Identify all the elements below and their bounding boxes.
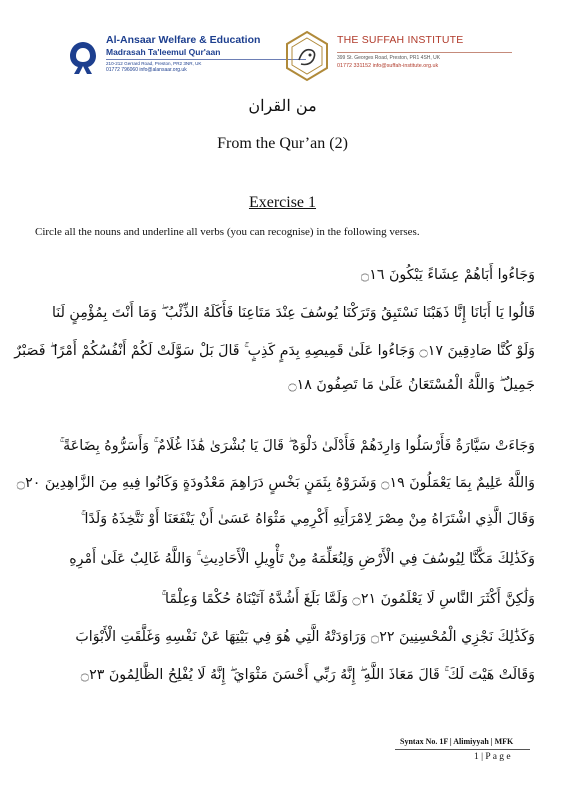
english-title: From the Qur’an (2) xyxy=(217,135,348,152)
exercise-instruction: Circle all the nouns and underline all verbs (you can recognise) in the following verses. xyxy=(35,226,420,238)
footer-divider xyxy=(395,749,530,750)
verse-line: وَلَٰكِنَّ أَكْثَرَ النَّاسِ لَا يَعْلَمُونَ ۝٢١ وَلَمَّا بَلَغَ أَشُدَّهُ آتَيْنَاهُ حُكْمًا وَعِلْمًا ۚ xyxy=(161,591,535,607)
verse-line: وَجَاءُوا أَبَاهُمْ عِشَاءً يَبْكُونَ ۝١٦ xyxy=(360,267,535,283)
verse-line: وَلَوْ كُنَّا صَادِقِينَ ۝١٧ وَجَاءُوا عَلَىٰ قَمِيصِهِ بِدَمٍ كَذِبٍ ۚ قَالَ بَلْ سَوَّلَتْ لَكُمْ أَنْفُسُكُمْ أَمْرًا ۖ فَصَبْرٌ xyxy=(14,343,535,359)
ansaar-madrasah: Madrasah Ta'leemul Qur'aan xyxy=(106,47,221,57)
ansaar-header xyxy=(66,34,266,82)
verse-line: وَقَالَتْ هَيْتَ لَكَ ۚ قَالَ مَعَاذَ اللَّهِ ۖ إِنَّهُ رَبِّي أَحْسَنَ مَثْوَايَ ۖ إِنَّهُ لَا يُفْلِحُ الظَّالِمُونَ ۝٢٣ xyxy=(80,667,535,683)
verse-line: قَالُوا يَا أَبَانَا إِنَّا ذَهَبْنَا نَسْتَبِقُ وَتَرَكْنَا يُوسُفَ عِنْدَ مَتَاعِنَا فَأَكَلَهُ الذِّئْبُ ۖ وَمَا أَنْتَ بِمُؤْمِنٍ لَنَا xyxy=(51,305,535,321)
arabic-title: من القران xyxy=(248,96,317,115)
footer-page-number: 1 | P a g e xyxy=(474,752,511,762)
verse-line: وَقَالَ الَّذِي اشْتَرَاهُ مِنْ مِصْرَ لِامْرَأَتِهِ أَكْرِمِي مَثْوَاهُ عَسَىٰ أَنْ يَنْفَعَنَا أَوْ نَتَّخِذَهُ وَلَدًا ۚ xyxy=(80,511,535,527)
verse-line: وَكَذَٰلِكَ نَجْزِي الْمُحْسِنِينَ ۝٢٢ وَرَاوَدَتْهُ الَّتِي هُوَ فِي بَيْتِهَا عَنْ نَفْسِهِ وَغَلَّقَتِ الْأَبْوَابَ xyxy=(75,629,535,645)
verse-line: جَمِيلٌ ۖ وَاللَّهُ الْمُسْتَعَانُ عَلَىٰ مَا تَصِفُونَ ۝١٨ xyxy=(288,377,535,393)
footer-syntax-line: Syntax No. 1F | Alimiyyah | MFK xyxy=(400,737,514,746)
suffah-name: THE SUFFAH INSTITUTE xyxy=(337,34,464,46)
ansaar-address: 210-212 Gerrard Road, Preston, PR2 3NR, UK xyxy=(106,59,306,66)
suffah-contact: 01772 331152 info@suffah-institute.org.uk xyxy=(337,63,439,69)
verse-line: وَجَاءَتْ سَيَّارَةٌ فَأَرْسَلُوا وَارِدَهُمْ فَأَدْلَىٰ دَلْوَهُ ۖ قَالَ يَا بُشْرَىٰ هَٰذَا غُلَامٌ ۚ وَأَسَرُّوهُ بِضَاعَةً ۚ xyxy=(59,438,535,454)
suffah-address: 399 St. Georges Road, Preston, PR1 4SH, UK xyxy=(337,52,512,61)
exercise-title: Exercise 1 xyxy=(248,194,317,211)
verse-line: وَكَذَٰلِكَ مَكَّنَّا لِيُوسُفَ فِي الْأَرْضِ وَلِنُعَلِّمَهُ مِنْ تَأْوِيلِ الْأَحَادِيثِ ۚ وَاللَّهُ غَالِبٌ عَلَىٰ أَمْرِهِ xyxy=(69,551,535,567)
ansaar-text-block xyxy=(106,34,306,73)
ansaar-contact: 01772 796060 info@alansaar.org.uk xyxy=(106,67,187,73)
suffah-text-block xyxy=(337,34,512,69)
ansaar-name: Al-Ansaar Welfare & Education xyxy=(106,34,261,46)
suffah-header xyxy=(283,30,513,82)
verse-line: وَاللَّهُ عَلِيمٌ بِمَا يَعْمَلُونَ ۝١٩ وَشَرَوْهُ بِثَمَنٍ بَخْسٍ دَرَاهِمَ مَعْدُودَةٍ وَكَانُوا فِيهِ مِنَ الزَّاهِدِينَ ۝٢٠ xyxy=(16,475,535,491)
ansaar-logo-icon xyxy=(66,40,100,76)
suffah-logo-icon xyxy=(283,30,331,82)
